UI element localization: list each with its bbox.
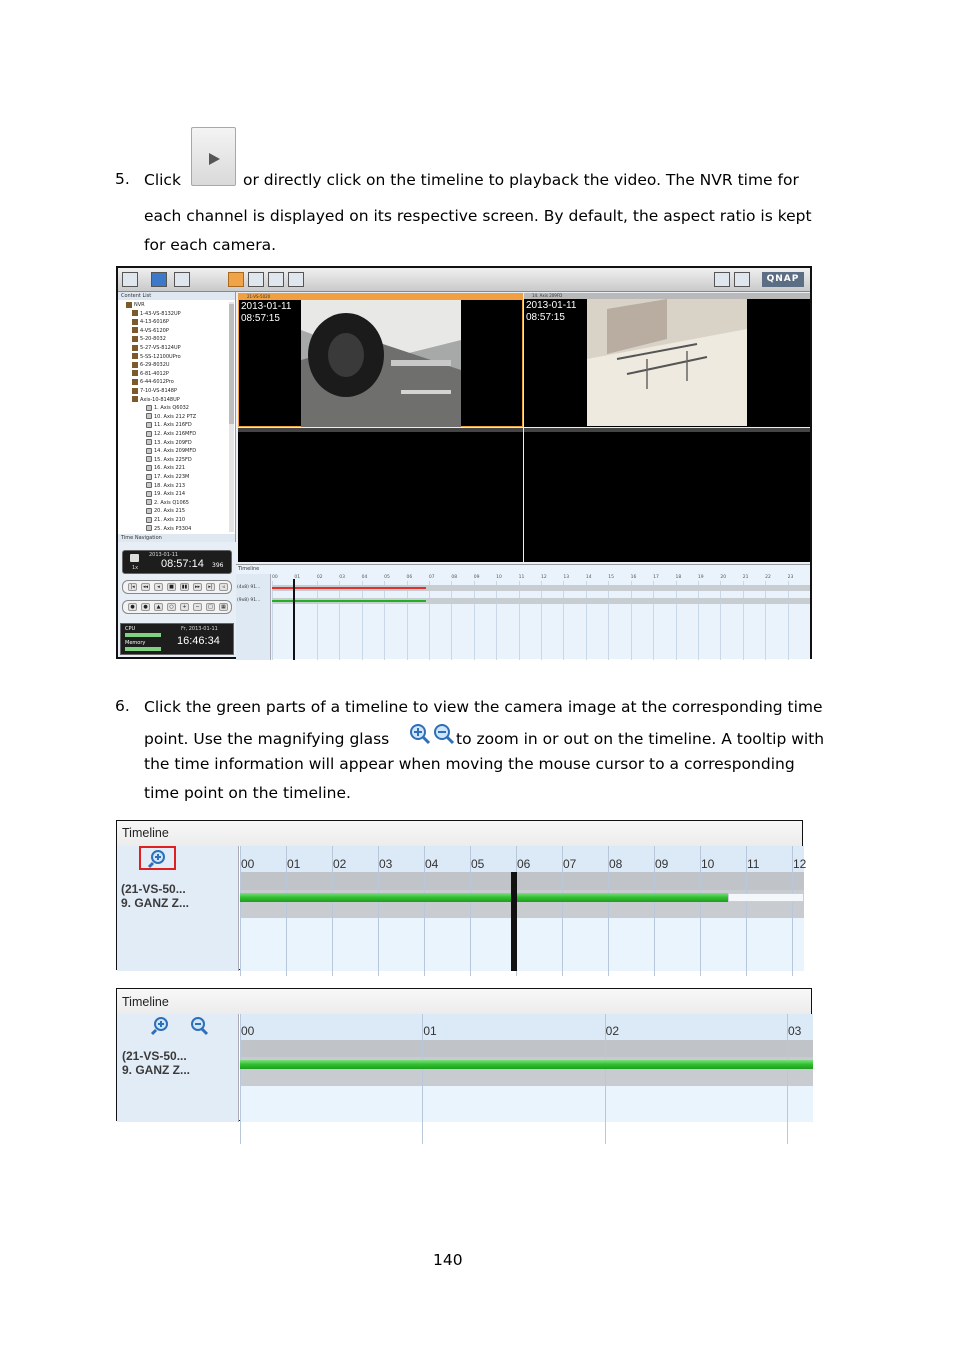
tree-camera-item[interactable] xyxy=(146,430,196,439)
server-icon xyxy=(132,336,138,342)
timeline-1-cursor[interactable] xyxy=(511,872,517,971)
nvr-timeline-tick xyxy=(294,581,295,660)
nvr-timeline-hour-label: 11 xyxy=(518,575,525,580)
tree-nvr-item[interactable] xyxy=(132,370,169,379)
server-icon xyxy=(132,319,138,325)
step-5-text-line1: or directly click on the timeline to playback the video. The NVR time for xyxy=(243,171,799,189)
zoom-in-icon xyxy=(409,723,431,745)
camera-1-header: 21-VS-5020 xyxy=(239,294,522,300)
nvr-timeline-tick xyxy=(676,581,677,660)
timeline-hour-label: 05 xyxy=(471,857,485,871)
step-5-text-line3: for each camera. xyxy=(144,236,276,254)
timeline-1-camera-label: (21-VS-50... 9. GANZ Z... xyxy=(121,882,190,910)
tree-camera-item[interactable] xyxy=(146,507,185,516)
pause-icon[interactable]: ▮▮ xyxy=(181,584,188,590)
server-icon xyxy=(132,370,138,376)
camera-1-timestamp: 2013-01-11 08:57:15 xyxy=(241,301,292,324)
nvr-timeline-tick xyxy=(653,581,654,660)
tree-item-label: 19. Axis 214 xyxy=(154,491,186,498)
timeline-hour-label: 08 xyxy=(609,857,623,871)
content-list-panel xyxy=(118,292,236,542)
nvr-timeline xyxy=(236,564,810,659)
tree-item-label: 10. Axis 212 PTZ xyxy=(154,413,197,420)
camera-icon xyxy=(146,413,152,419)
timeline-2-zoom-in-icon[interactable] xyxy=(151,1016,171,1036)
search-icon[interactable]: ○ xyxy=(167,603,176,611)
stop-icon[interactable]: ■ xyxy=(167,583,176,591)
nvr-timeline-title: Timeline xyxy=(238,566,260,572)
step-5-text-start: Click xyxy=(144,171,181,189)
camera-view-3 xyxy=(238,428,523,562)
layout-quad-icon xyxy=(248,272,264,287)
nvr-timeline-hour-label: 10 xyxy=(496,575,502,580)
tree-item-label: NVR xyxy=(134,302,145,308)
zoom-in-small-icon[interactable]: + xyxy=(180,603,189,611)
tree-item-label: 2. Axis Q1065 xyxy=(154,499,189,506)
tree-nvr-item[interactable] xyxy=(132,361,170,370)
nvr-timeline-tick xyxy=(698,581,699,660)
location-icon[interactable]: ● xyxy=(128,603,137,611)
tree-item-label: 7-10-VS-8148P xyxy=(140,388,177,394)
tool-controls xyxy=(122,600,232,614)
step-back-icon[interactable]: ◂ xyxy=(154,583,163,591)
playback-icon xyxy=(151,272,167,287)
nvr-timeline-hour-label: 13 xyxy=(563,575,570,580)
tree-camera-item[interactable] xyxy=(146,413,196,422)
status-time: 16:46:34 xyxy=(177,635,220,647)
server-icon xyxy=(132,310,138,316)
tree-camera-item[interactable] xyxy=(146,525,191,534)
tree-item-label: 5-20-8032 xyxy=(140,336,166,343)
nvr-timeline-tick xyxy=(429,581,430,660)
nvr-timeline-hour-label: 03 xyxy=(339,575,345,580)
timeline-hour-label: 06 xyxy=(517,857,531,871)
cpu-label: CPU xyxy=(125,626,136,632)
tree-item-label: 15. Axis 225FD xyxy=(154,456,192,463)
tree-camera-item[interactable] xyxy=(146,447,196,456)
camera-icon xyxy=(146,491,152,497)
server-icon xyxy=(132,379,138,385)
tree-nvr-item[interactable] xyxy=(132,335,166,344)
nvr-timeline-tick xyxy=(317,581,318,660)
step-6-text-line2b: to zoom in or out on the timeline. A tooltip with xyxy=(456,730,825,748)
timeline-hour-label: 04 xyxy=(425,857,439,871)
step-6-text-line3: the time information will appear when moving the mouse cursor to a corresponding xyxy=(144,755,795,773)
server-icon xyxy=(132,345,138,351)
tree-item-label: 16. Axis 221 xyxy=(154,465,186,472)
nvr-timeline-hour-label: 23 xyxy=(787,575,794,580)
playback-clock xyxy=(122,550,232,574)
timeline-2-recording-bar[interactable] xyxy=(240,1060,813,1069)
timeline-hour-label: 00 xyxy=(241,1024,255,1038)
timeline-2-track-top xyxy=(240,1040,813,1057)
system-status xyxy=(120,623,234,655)
rewind-icon[interactable]: ◂◂ xyxy=(142,584,149,590)
nvr-timeline-hour-label: 14 xyxy=(585,575,592,580)
tree-nvr-item[interactable] xyxy=(126,301,145,310)
timeline-2-zoom-out-icon[interactable] xyxy=(189,1016,209,1036)
nvr-timeline-hour-label: 22 xyxy=(765,575,771,580)
camera-view-1 xyxy=(238,293,523,427)
server-icon xyxy=(132,388,138,394)
step-6-number: 6. xyxy=(115,697,130,715)
nvr-timeline-tick xyxy=(496,581,497,660)
play-button-image xyxy=(191,127,236,186)
nvr-timeline-hour-label: 20 xyxy=(720,575,727,580)
camera-icon xyxy=(146,448,152,454)
info-icon xyxy=(714,272,730,287)
nvr-timeline-hour-label: 16 xyxy=(630,575,637,580)
nvr-timeline-tick xyxy=(272,581,273,660)
qnap-logo: QNAP xyxy=(762,272,804,287)
nvr-timeline-hour-label: 00 xyxy=(272,575,278,580)
time-navigation-title: Time Navigation xyxy=(118,534,235,542)
nvr-timeline-hour-label: 06 xyxy=(406,575,413,580)
timeline-2-ruler xyxy=(240,1014,813,1040)
tree-item-label: 6-29-8032U xyxy=(140,362,170,369)
nvr-timeline-tick xyxy=(384,581,385,660)
camera-icon xyxy=(146,499,152,505)
nvr-timeline-hour-label: 02 xyxy=(316,575,323,580)
camera-icon xyxy=(146,422,152,428)
nvr-timeline-tick xyxy=(765,581,766,660)
tree-camera-item[interactable] xyxy=(146,482,185,491)
camera-icon xyxy=(146,517,152,523)
timeline-1-title: Timeline xyxy=(117,821,802,846)
zoom-out-small-icon[interactable]: − xyxy=(193,603,202,611)
camera-icon xyxy=(146,525,152,531)
tree-camera-item[interactable] xyxy=(146,490,185,499)
tree-camera-item[interactable] xyxy=(146,404,189,413)
camera-icon xyxy=(146,465,152,471)
memory-bar xyxy=(125,647,161,651)
nvr-playback-screenshot xyxy=(116,266,812,659)
conversion-icon xyxy=(174,272,190,287)
camera-icon xyxy=(146,405,152,411)
layout-sixteen-icon xyxy=(288,272,304,287)
timeline-hour-label: 00 xyxy=(241,857,255,871)
first-frame-icon[interactable]: |◂ xyxy=(128,583,137,591)
step-6-text-line1: Click the green parts of a timeline to view the camera image at the corresponding time xyxy=(144,698,823,716)
playback-speed: 1x xyxy=(132,565,139,571)
nvr-toolbar xyxy=(118,268,810,292)
camera-icon xyxy=(146,474,152,480)
camera-1-image xyxy=(301,300,461,427)
nvr-timeline-tick xyxy=(563,581,564,660)
export-icon[interactable]: ▲ xyxy=(154,603,163,611)
step-6-text-line2a: point. Use the magnifying glass xyxy=(144,730,390,748)
fast-forward-icon[interactable]: ▸▸ xyxy=(194,584,201,590)
nvr-timeline-tick xyxy=(743,581,744,660)
page-number: 140 xyxy=(433,1251,463,1269)
step-6-text-line4: time point on the timeline. xyxy=(144,784,351,802)
layout-single-icon xyxy=(228,272,244,287)
nvr-timeline-hour-label: 12 xyxy=(541,575,547,580)
nvr-timeline-tick xyxy=(788,581,789,660)
nvr-timeline-tick xyxy=(451,581,452,660)
nvr-timeline-tick xyxy=(474,581,475,660)
camera-icon xyxy=(146,439,152,445)
timeline-2-title: Timeline xyxy=(117,989,811,1014)
tree-item-label: 25. Axis P3304 xyxy=(154,525,192,532)
timeline-hour-label: 02 xyxy=(333,857,347,871)
content-list-title: Content List xyxy=(118,292,235,300)
tree-item-label: Axis-10-8148UP xyxy=(140,396,180,403)
monitor-icon xyxy=(122,272,138,287)
tree-item-label: 5-SS-12100UPro xyxy=(140,353,181,360)
playback-controls xyxy=(122,580,232,594)
nvr-timeline-hour-label: 07 xyxy=(428,575,435,580)
tree-camera-item[interactable] xyxy=(146,421,192,430)
volume-icon[interactable]: ◃ xyxy=(219,583,228,591)
fullscreen-icon[interactable]: □ xyxy=(206,603,215,611)
server-icon xyxy=(132,353,138,359)
timeline-1-zoom-in-icon[interactable] xyxy=(148,849,168,869)
clock-ms: 396 xyxy=(212,562,224,569)
sidebar-scrollbar xyxy=(229,302,234,532)
step-5-text-line2: each channel is displayed on its respective screen. By default, the aspect ratio is kept xyxy=(144,207,812,225)
timeline-figure-zoomed-in xyxy=(116,988,812,1121)
tree-item-label: 12. Axis 216MFD xyxy=(154,431,197,437)
tree-nvr-item[interactable] xyxy=(132,344,181,353)
timeline-hour-label: 02 xyxy=(605,1024,620,1038)
nvr-timeline-hour-label: 21 xyxy=(742,575,749,580)
camera-icon xyxy=(146,456,152,462)
tree-nvr-item[interactable] xyxy=(132,378,174,387)
tree-nvr-item[interactable] xyxy=(132,318,169,327)
timeline-hour-label: 03 xyxy=(379,857,393,871)
nvr-timeline-hour-label: 17 xyxy=(653,575,659,580)
tree-nvr-item[interactable] xyxy=(132,387,177,396)
clock-date: 2013-01-11 xyxy=(149,552,179,558)
nvr-timeline-tick xyxy=(631,581,632,660)
timeline-2-body xyxy=(240,1086,813,1122)
play-icon xyxy=(209,153,220,165)
timeline-2-camera-label: (21-VS-50... 9. GANZ Z... xyxy=(122,1049,191,1077)
timeline-1-body xyxy=(240,918,804,971)
tree-camera-item[interactable] xyxy=(146,516,185,525)
pin-icon[interactable]: ● xyxy=(141,603,150,611)
nvr-timeline-tick xyxy=(720,581,721,660)
tree-nvr-item[interactable] xyxy=(132,310,181,319)
tree-camera-item[interactable] xyxy=(146,456,192,465)
nvr-timeline-hour-label: 09 xyxy=(473,575,480,580)
nvr-timeline-row-1: (4x8) 91... xyxy=(237,585,261,590)
timeline-hour-label: 10 xyxy=(701,857,715,871)
tree-item-label: 11. Axis 216FD xyxy=(154,422,192,429)
timeline-hour-label: 07 xyxy=(563,857,577,871)
timeline-1-empty-bar xyxy=(728,893,804,902)
nvr-timeline-tick xyxy=(608,581,609,660)
server-icon xyxy=(132,327,138,333)
camera-2-image xyxy=(587,299,747,426)
timeline-1-track-top xyxy=(240,872,804,890)
nvr-timeline-hour-label: 04 xyxy=(361,575,368,580)
clock-time: 08:57:14 xyxy=(161,558,204,570)
step-5-number: 5. xyxy=(115,170,130,188)
tree-item-label: 6-81-4012P xyxy=(140,370,169,377)
tree-item-label: 13. Axis 209FD xyxy=(154,439,192,446)
nvr-timeline-row-2: (9x8) 91... xyxy=(237,598,261,603)
nvr-timeline-hour-label: 08 xyxy=(451,575,458,580)
tree-item-label: 17. Axis 223M xyxy=(154,474,190,480)
nvr-timeline-tick xyxy=(541,581,542,660)
layout-nine-icon xyxy=(268,272,284,287)
camera-view-4 xyxy=(524,428,810,562)
tree-item-label: 4-13-6016P xyxy=(140,319,169,326)
nvr-recording-green xyxy=(272,600,426,602)
memory-label: Memory xyxy=(125,640,146,646)
nvr-timeline-hour-label: 19 xyxy=(697,575,704,580)
nvr-timeline-tick xyxy=(407,581,408,660)
camera-2-header: 14. Axis 209FD xyxy=(524,293,810,299)
zoom-out-icon xyxy=(433,723,455,745)
tree-item-label: 18. Axis 213 xyxy=(154,482,186,489)
tree-item-label: 5-27-VS-8124UP xyxy=(140,345,181,351)
tree-item-label: 6-44-6012Pro xyxy=(140,379,174,386)
timeline-hour-label: 09 xyxy=(655,857,669,871)
tree-camera-item[interactable] xyxy=(146,464,185,473)
nvr-timeline-hour-label: 01 xyxy=(294,575,301,580)
tree-camera-item[interactable] xyxy=(146,499,189,508)
tree-item-label: 1. Axis Q6032 xyxy=(154,405,189,412)
camera-2-timestamp: 2013-01-11 08:57:15 xyxy=(526,300,577,323)
tree-item-label: 1-43-VS-8132UP xyxy=(140,310,181,317)
nvr-timeline-tick xyxy=(339,581,340,660)
user-icon xyxy=(734,272,750,287)
tree-item-label: 4-VS-6120P xyxy=(140,327,169,334)
nvr-timeline-tick xyxy=(586,581,587,660)
status-date: Fr, 2013-01-11 xyxy=(181,626,218,632)
timeline-figure-zoomed-out xyxy=(116,820,807,970)
timeline-hour-label: 01 xyxy=(423,1024,437,1038)
nvr-timeline-tick xyxy=(362,581,363,660)
camera-icon xyxy=(146,431,152,437)
tree-item-label: 21. Axis 210 xyxy=(154,517,186,523)
nvr-timeline-hour-label: 05 xyxy=(384,575,390,580)
tree-item-label: 20. Axis 215 xyxy=(154,508,186,515)
tree-camera-item[interactable] xyxy=(146,439,192,448)
timeline-hour-label: 01 xyxy=(287,857,301,871)
grid-icon[interactable]: ▦ xyxy=(219,603,228,611)
tree-camera-item[interactable] xyxy=(146,473,189,482)
timeline-hour-label: 03 xyxy=(788,1024,802,1038)
tree-item-label: 14. Axis 209MFD xyxy=(154,448,197,455)
nvr-timeline-hour-label: 15 xyxy=(608,575,614,580)
timeline-1-recording-bar[interactable] xyxy=(240,893,728,902)
last-frame-icon[interactable]: ▸| xyxy=(206,583,215,591)
calendar-icon xyxy=(130,554,139,562)
server-icon xyxy=(126,302,132,308)
camera-icon xyxy=(146,508,152,514)
camera-icon xyxy=(146,482,152,488)
tree-nvr-item[interactable] xyxy=(132,327,169,336)
server-icon xyxy=(132,362,138,368)
tree-nvr-item[interactable] xyxy=(132,396,180,405)
cpu-bar xyxy=(125,633,161,637)
timeline-hour-label: 11 xyxy=(747,857,760,871)
nvr-timeline-hour-label: 18 xyxy=(675,575,682,580)
nvr-timeline-tick xyxy=(519,581,520,660)
tree-nvr-item[interactable] xyxy=(132,353,181,362)
nvr-timeline-cursor xyxy=(293,579,295,660)
camera-view-2 xyxy=(524,293,810,427)
nvr-recording-red xyxy=(272,587,426,589)
timeline-hour-label: 12 xyxy=(793,857,807,871)
server-icon xyxy=(132,396,138,402)
